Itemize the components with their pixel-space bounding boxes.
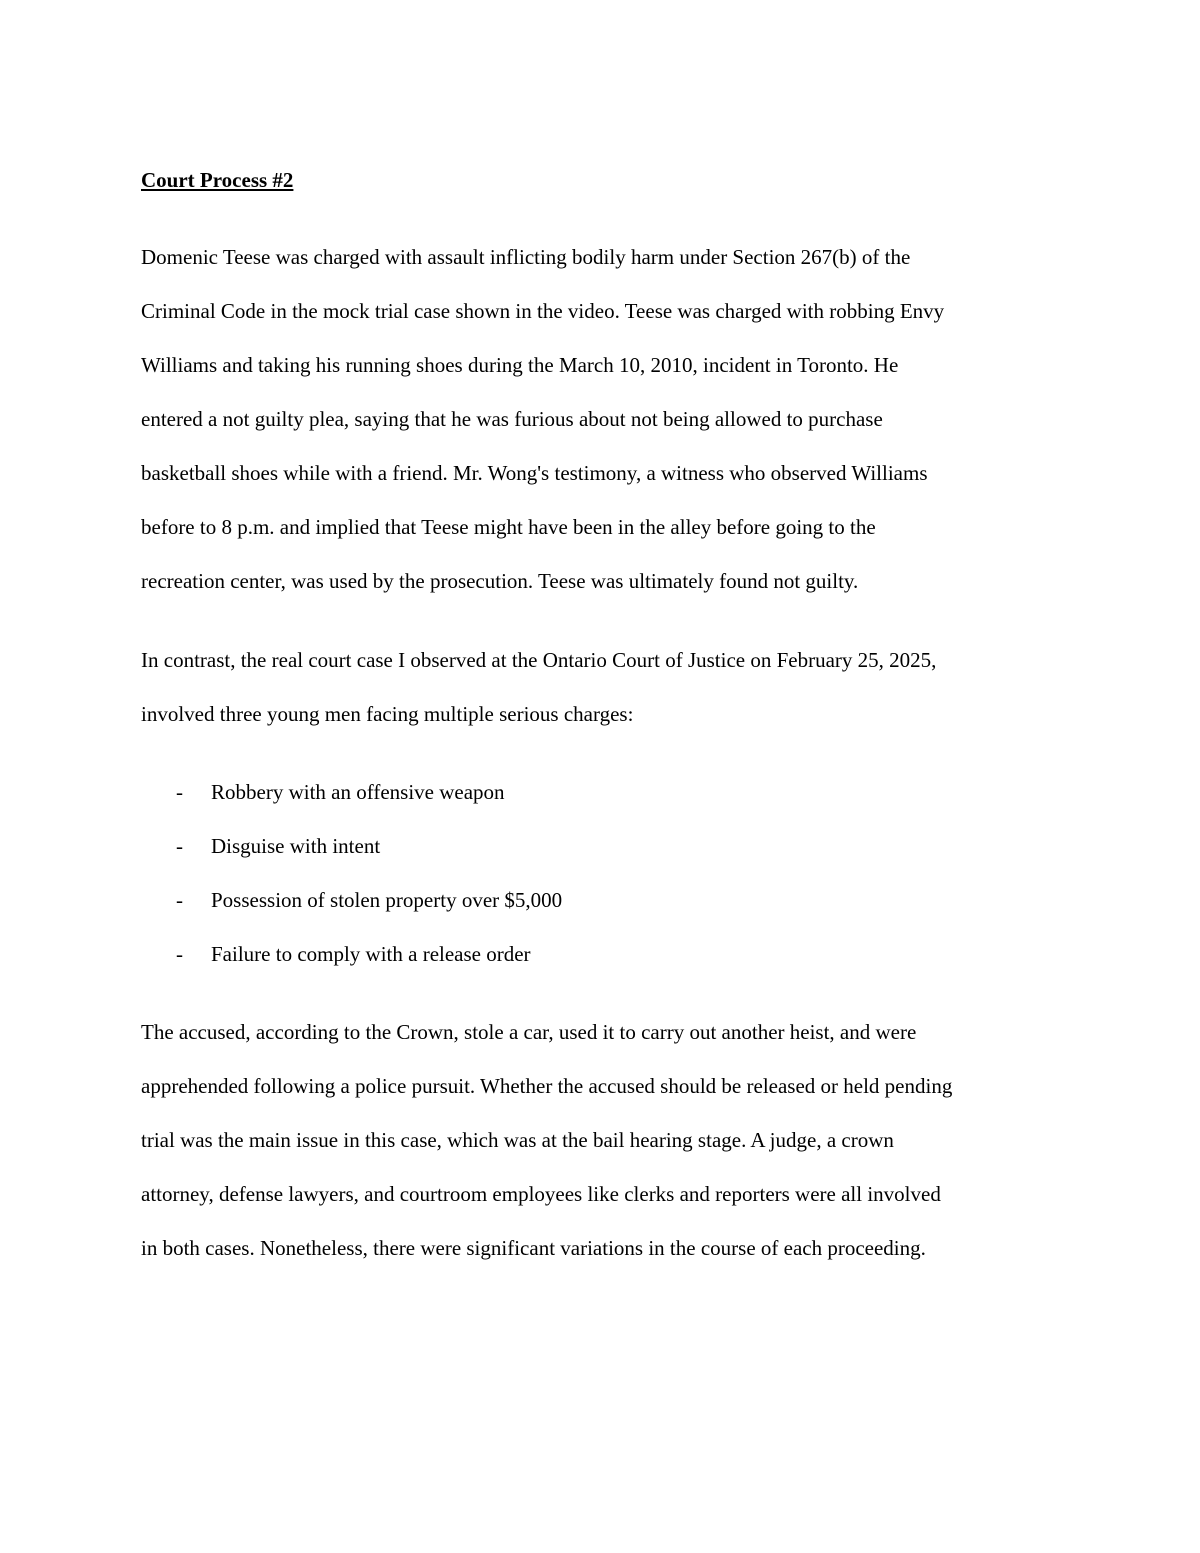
- paragraph-1-line-1: Domenic Teese was charged with assault inflicting bodily harm under Section 267(b) of the: [141, 245, 911, 269]
- paragraph-1-line-5: basketball shoes while with a friend. Mr. Wong's testimony, a witness who observed Williams: [141, 461, 928, 485]
- list-item-bullet: -: [176, 942, 183, 966]
- list-item-bullet: -: [176, 834, 183, 858]
- paragraph-1-line-6: before to 8 p.m. and implied that Teese might have been in the alley before going to the: [141, 515, 876, 539]
- list-item: Failure to comply with a release order: [211, 942, 531, 966]
- list-item: Disguise with intent: [211, 834, 381, 858]
- paragraph-3-line-5: in both cases. Nonetheless, there were significant variations in the course of each proceeding.: [141, 1236, 926, 1260]
- paragraph-3-line-4: attorney, defense lawyers, and courtroom employees like clerks and reporters were all involved: [141, 1182, 941, 1206]
- paragraph-3-line-2: apprehended following a police pursuit. Whether the accused should be released or held pending: [141, 1074, 953, 1098]
- list-item: Robbery with an offensive weapon: [211, 780, 505, 804]
- list-item: Possession of stolen property over $5,000: [211, 888, 563, 912]
- paragraph-3-line-3: trial was the main issue in this case, which was at the bail hearing stage. A judge, a crown: [141, 1128, 894, 1152]
- paragraph-1-line-4: entered a not guilty plea, saying that he was furious about not being allowed to purchase: [141, 407, 883, 431]
- paragraph-1-line-7: recreation center, was used by the prosecution. Teese was ultimately found not guilty.: [141, 569, 859, 593]
- list-item-bullet: -: [176, 888, 183, 912]
- paragraph-3-line-1: The accused, according to the Crown, stole a car, used it to carry out another heist, and were: [141, 1020, 917, 1044]
- paragraph-1-line-3: Williams and taking his running shoes during the March 10, 2010, incident in Toronto. He: [141, 353, 899, 377]
- paragraph-2-line-1: In contrast, the real court case I observed at the Ontario Court of Justice on February 25, 2025,: [141, 648, 937, 672]
- paragraph-1-line-2: Criminal Code in the mock trial case shown in the video. Teese was charged with robbing Envy: [141, 299, 945, 323]
- page-title: Court Process #2: [141, 168, 294, 192]
- paragraph-2-line-2: involved three young men facing multiple serious charges:: [141, 702, 634, 726]
- list-item-bullet: -: [176, 780, 183, 804]
